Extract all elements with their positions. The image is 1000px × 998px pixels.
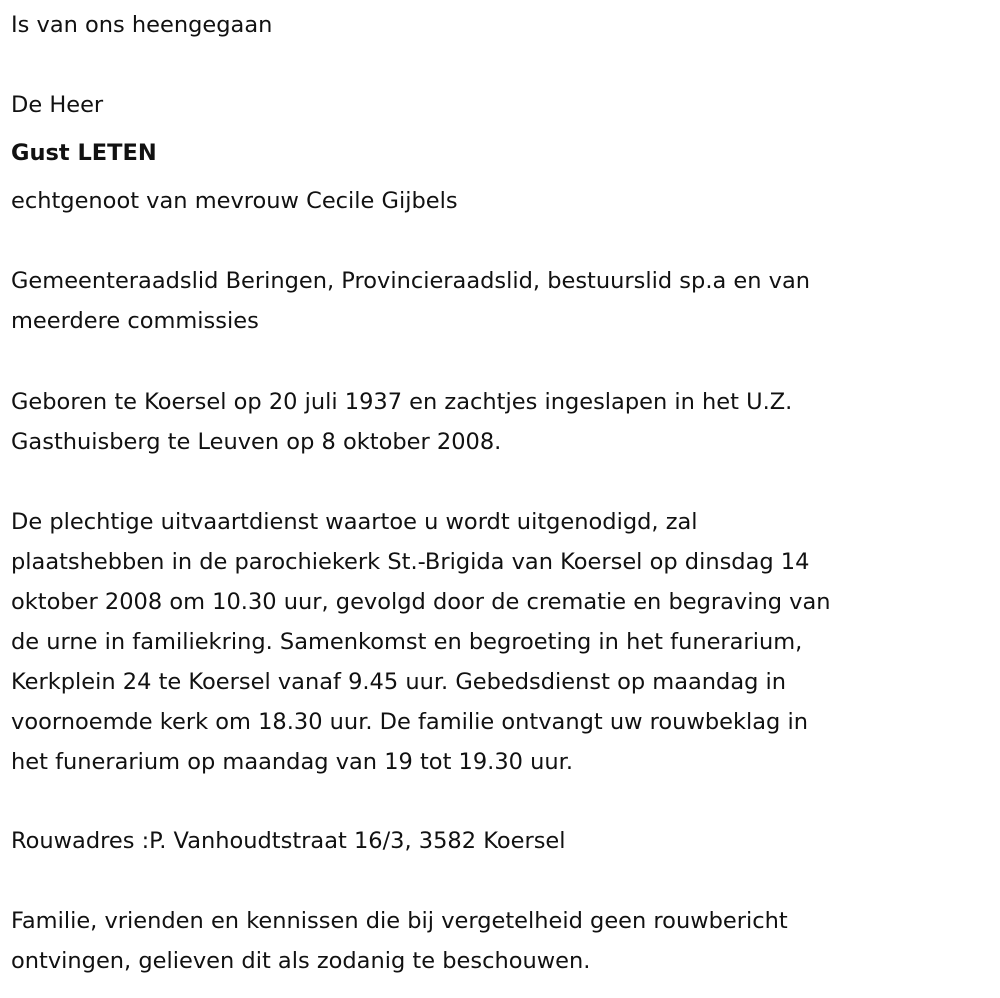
birth-death: Geboren te Koersel op 20 juli 1937 en zachtjes ingeslapen in het U.Z. Gasthuisberg te Leuven op 8 oktober 2008. (11, 389, 793, 455)
ceremony: De plechtige uitvaartdienst waartoe u wordt uitgenodigd, zal plaatshebben in de parochiekerk St.-Brigida van Koersel op dinsdag 14 oktober 2008 om 10.30 uur, gevolgd door de crematie en begraving van de urne in familiekring. Samenkomst en begroeting in het funerarium, Kerkplein 24 te Koersel vanaf 9.45 uur. Gebedsdienst op maandag in voornoemde kerk om 18.30 uur. De familie ontvangt uw rouwbeklag in het funerarium op maandag van 19 tot 19.30 uur. (11, 509, 831, 775)
address: Rouwadres :P. Vanhoudtstraat 16/3, 3582 Koersel (11, 828, 566, 854)
intro: Is van ons heengegaan (11, 12, 273, 38)
closing: Familie, vrienden en kennissen die bij vergetelheid geen rouwbericht ontvingen, gelieven dit als zodanig te beschouwen. (11, 908, 788, 974)
deceased-name: Gust LETEN (11, 140, 157, 166)
salutation: De Heer (11, 92, 104, 118)
spouse: echtgenoot van mevrouw Cecile Gijbels (11, 188, 458, 214)
functions: Gemeenteraadslid Beringen, Provincieraadslid, bestuurslid sp.a en van meerdere commissies (11, 268, 811, 334)
